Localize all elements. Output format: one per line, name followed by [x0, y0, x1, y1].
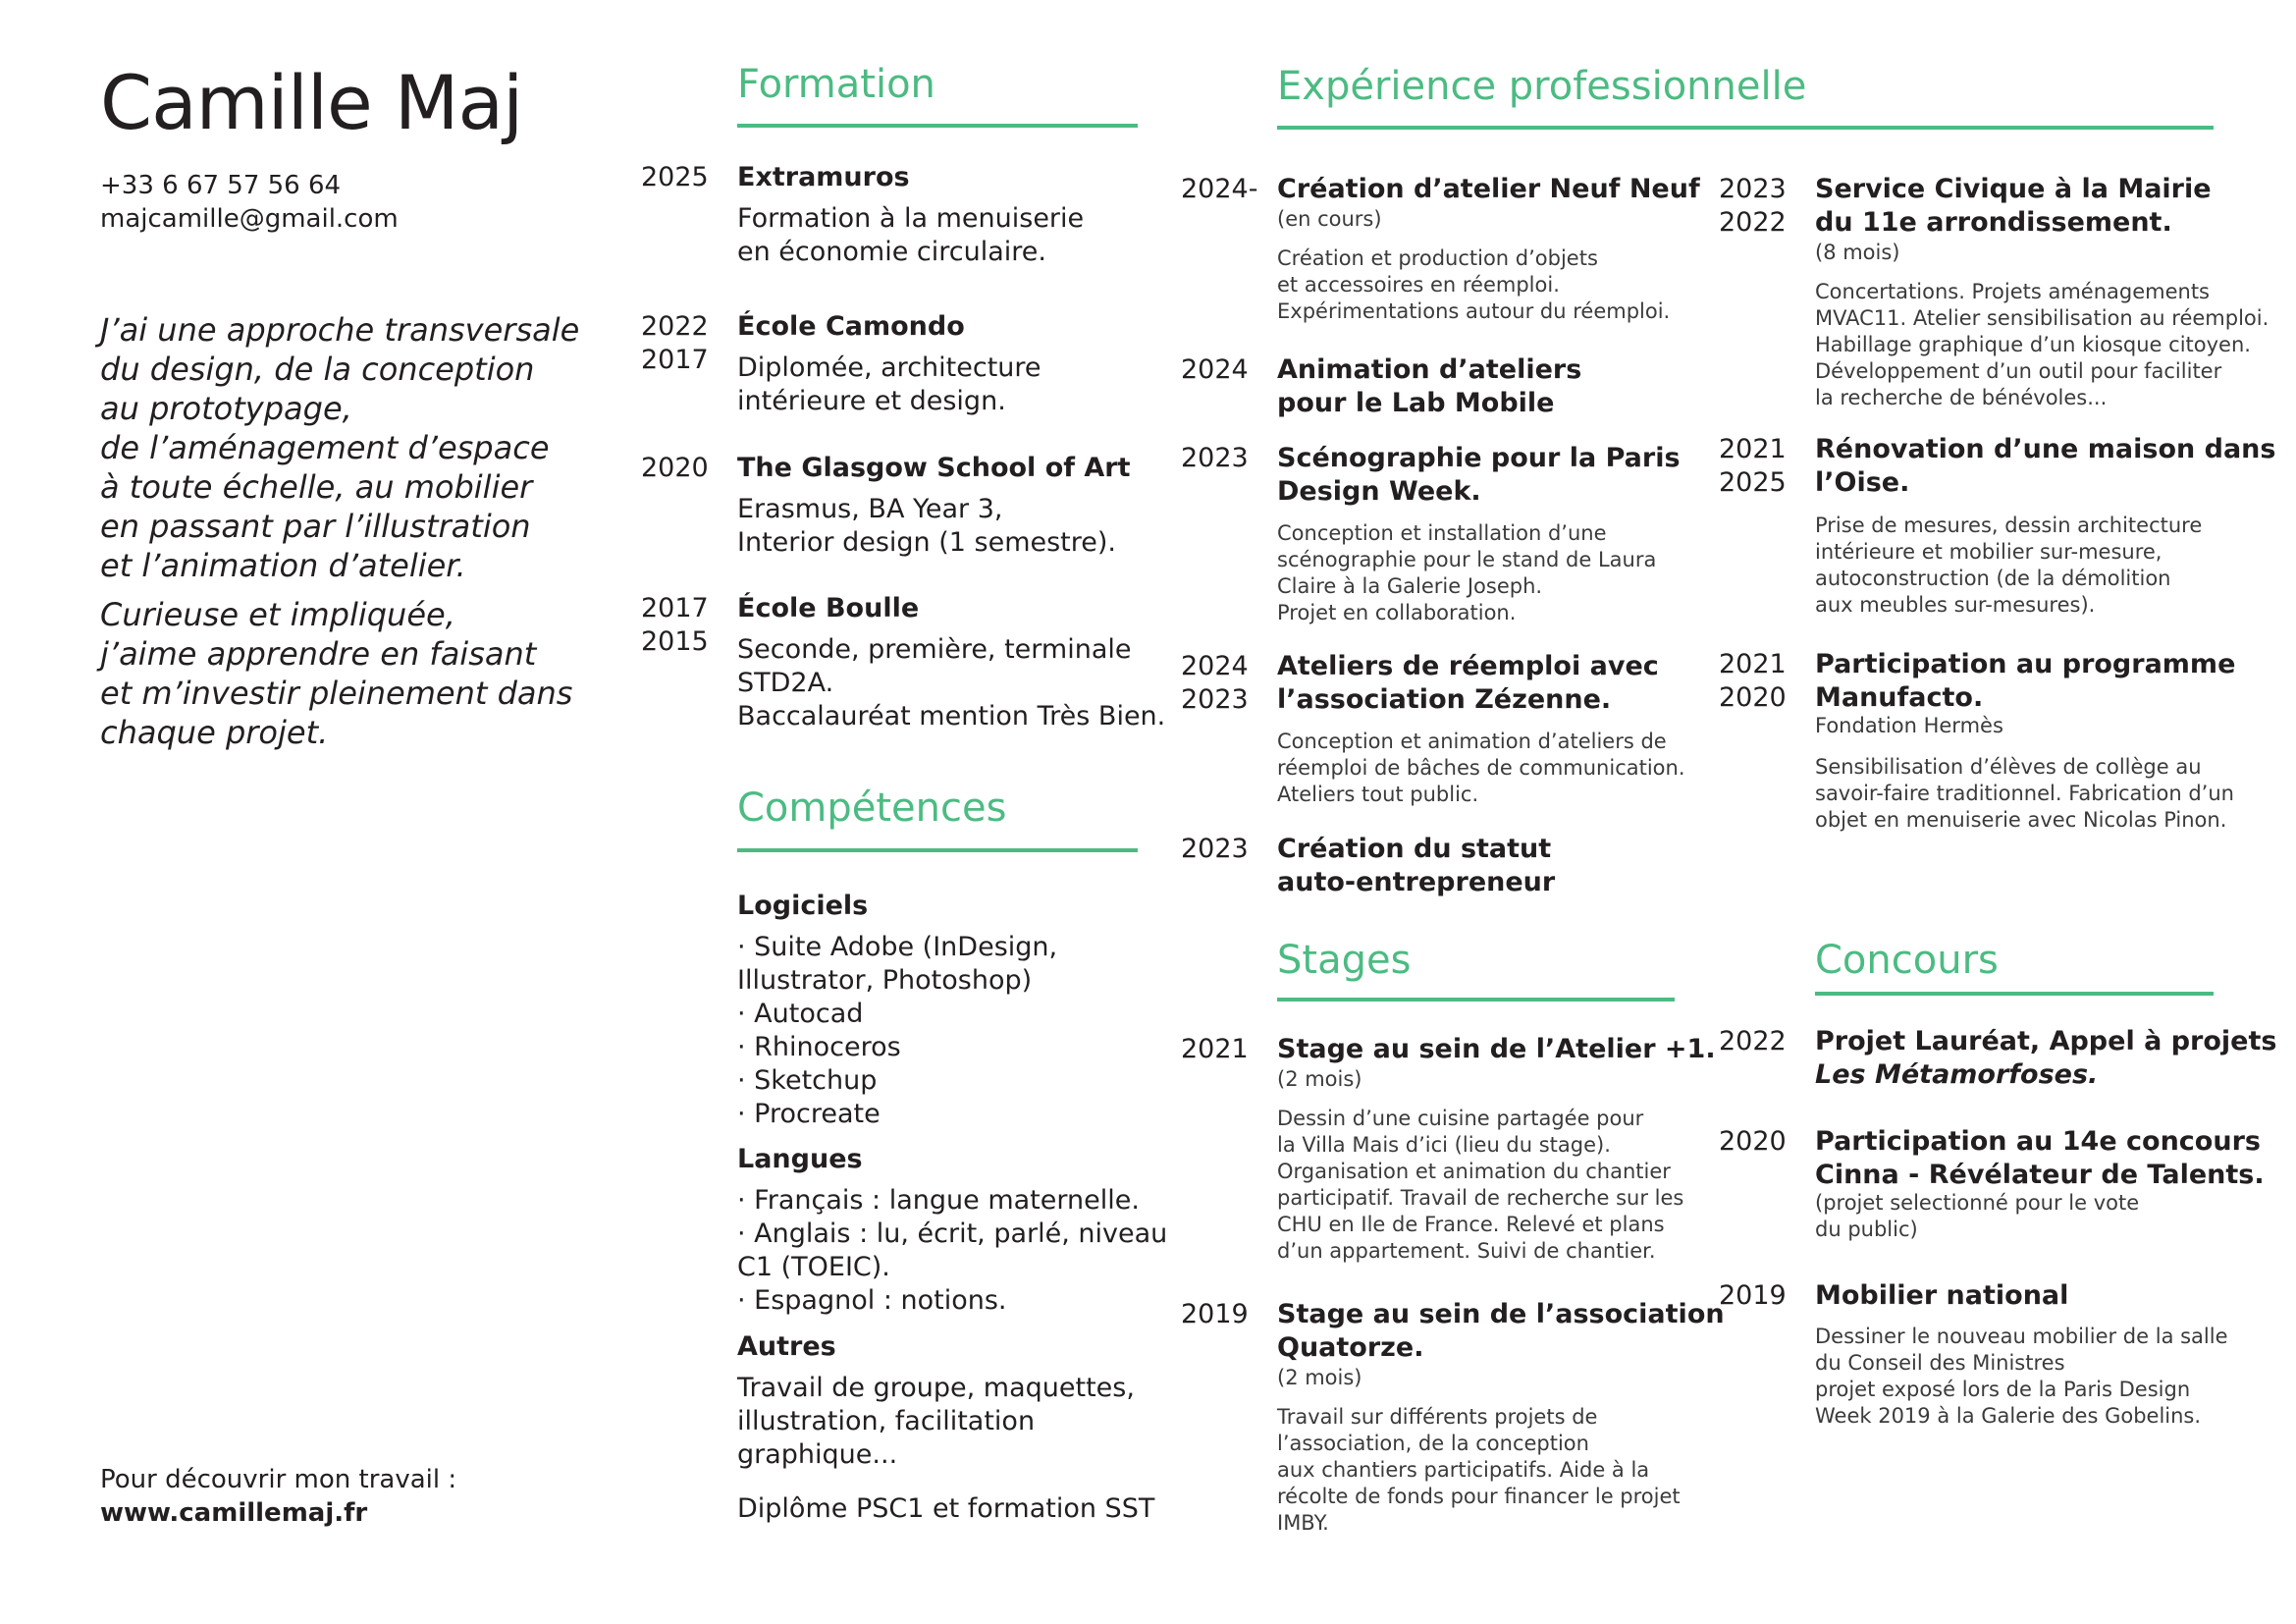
- experience-title: Service Civique à la Mairie du 11e arrondissement.: [1815, 174, 2212, 238]
- website-link[interactable]: www.camillemaj.fr: [100, 1498, 368, 1528]
- experience-title: Rénovation d’une maison dans l’Oise.: [1815, 434, 2276, 498]
- footer-block: [100, 1463, 456, 1530]
- formation-date: 2017 2015: [641, 593, 709, 657]
- formation-title: Extramuros: [737, 162, 910, 192]
- email-address: majcamille@gmail.com: [100, 204, 399, 234]
- contact-block: [100, 169, 399, 236]
- autres-extra: Diplôme PSC1 et formation SST: [737, 1493, 1155, 1524]
- stage-date: 2019: [1181, 1299, 1249, 1329]
- experience-desc: Concertations. Projets aménagements MVAC11. Atelier sensibilisation au réemploi. Habillage graphique d’un kiosque citoyen. Développement d’un outil pour faciliter la recherche de bénévoles...: [1815, 280, 2269, 409]
- stage-title: Stage au sein de l’Atelier +1.: [1277, 1034, 1716, 1064]
- footer-label: Pour découvrir mon travail :: [100, 1465, 457, 1494]
- langues-heading: Langues: [737, 1144, 863, 1174]
- concours-title: Projet Lauréat, Appel à projets: [1815, 1026, 2277, 1056]
- experience-date: 2024 2023: [1181, 651, 1249, 715]
- experience-divider: [1277, 126, 2214, 130]
- logiciels-list: · Suite Adobe (InDesign, Illustrator, Photoshop) · Autocad · Rhinoceros · Sketchup · Procreate: [737, 932, 1058, 1129]
- experience-heading: Expérience professionnelle: [1277, 64, 1807, 109]
- experience-date: 2023: [1181, 443, 1249, 473]
- stage-subtitle: (2 mois): [1277, 1366, 1362, 1389]
- stage-desc: Dessin d’une cuisine partagée pour la Villa Mais d’ici (lieu du stage). Organisation et animation du chantier participatif. Travail de recherche sur les CHU en Ile de France. Relevé et plans d’un appartement. Suivi de chantier.: [1277, 1107, 1684, 1263]
- competences-divider: [737, 848, 1138, 852]
- concours-title: Mobilier national: [1815, 1280, 2069, 1311]
- experience-title: Ateliers de réemploi avec l’association Zézenne.: [1277, 651, 1659, 715]
- formation-desc: Diplomée, architecture intérieure et design.: [737, 352, 1041, 416]
- concours-title-italic: Les Métamorfoses.: [1815, 1059, 2099, 1090]
- concours-date: 2019: [1719, 1280, 1787, 1311]
- experience-date: 2024: [1181, 354, 1249, 385]
- formation-title: École Camondo: [737, 311, 965, 342]
- concours-date: 2022: [1719, 1026, 1787, 1056]
- intro-paragraph-1: J’ai une approche transversale du design, de la conception au prototypage, de l’aménagement d’espace à toute échelle, au mobilier en passant par l’illustration et l’animation d’atelier.: [100, 311, 580, 584]
- experience-title: Création du statut auto-entrepreneur: [1277, 834, 1556, 897]
- experience-subtitle: (8 mois): [1815, 241, 1900, 264]
- experience-subtitle: (en cours): [1277, 207, 1382, 231]
- stage-date: 2021: [1181, 1034, 1249, 1064]
- formation-date: 2022 2017: [641, 311, 709, 375]
- formation-desc: Formation à la menuiserie en économie circulaire.: [737, 203, 1085, 267]
- formation-title: École Boulle: [737, 593, 920, 623]
- competences-heading: Compétences: [737, 785, 1007, 831]
- experience-date: 2023: [1181, 834, 1249, 864]
- concours-desc: Dessiner le nouveau mobilier de la salle du Conseil des Ministres projet exposé lors de la Paris Design Week 2019 à la Galerie des Gobelins.: [1815, 1325, 2228, 1428]
- autres-text: Travail de groupe, maquettes, illustration, facilitation graphique...: [737, 1373, 1135, 1470]
- formation-divider: [737, 124, 1138, 128]
- concours-heading: Concours: [1815, 938, 1999, 983]
- experience-title: Animation d’ateliers pour le Lab Mobile: [1277, 354, 1582, 418]
- formation-title: The Glasgow School of Art: [737, 453, 1131, 483]
- concours-divider: [1815, 992, 2214, 996]
- experience-date: 2024-: [1181, 174, 1258, 204]
- experience-subtitle: Fondation Hermès: [1815, 714, 2003, 737]
- experience-desc: Sensibilisation d’élèves de collège au savoir-faire traditionnel. Fabrication d’un objet en menuiserie avec Nicolas Pinon.: [1815, 755, 2234, 832]
- formation-desc: Erasmus, BA Year 3, Interior design (1 semestre).: [737, 494, 1117, 558]
- page-title: Camille Maj: [100, 59, 523, 146]
- langues-list: · Français : langue maternelle. · Anglais : lu, écrit, parlé, niveau C1 (TOEIC). · Espagnol : notions.: [737, 1185, 1168, 1316]
- logiciels-heading: Logiciels: [737, 891, 869, 921]
- experience-desc: Création et production d’objets et accessoires en réemploi. Expérimentations autour du réemploi.: [1277, 246, 1671, 323]
- formation-heading: Formation: [737, 62, 935, 107]
- experience-date: 2021 2025: [1719, 434, 1787, 498]
- formation-date: 2025: [641, 162, 709, 192]
- concours-date: 2020: [1719, 1126, 1787, 1157]
- intro-paragraph-2: Curieuse et impliquée, j’aime apprendre en faisant et m’investir pleinement dans chaque projet.: [100, 596, 573, 751]
- stage-desc: Travail sur différents projets de l’association, de la conception aux chantiers participatifs. Aide à la récolte de fonds pour financer le projet IMBY.: [1277, 1405, 1681, 1535]
- autres-heading: Autres: [737, 1331, 836, 1362]
- stage-subtitle: (2 mois): [1277, 1067, 1362, 1091]
- experience-title: Création d’atelier Neuf Neuf: [1277, 174, 1700, 204]
- experience-desc: Prise de mesures, dessin architecture intérieure et mobilier sur-mesure, autoconstruction (de la démolition aux meubles sur-mesures).: [1815, 514, 2203, 617]
- phone-number: +33 6 67 57 56 64: [100, 171, 342, 200]
- formation-desc: Seconde, première, terminale STD2A. Baccalauréat mention Très Bien.: [737, 634, 1166, 731]
- concours-title-block: [1815, 1025, 2276, 1092]
- concours-subtitle: (projet selectionné pour le vote du public): [1815, 1191, 2140, 1241]
- experience-date: 2021 2020: [1719, 649, 1787, 713]
- experience-title: Scénographie pour la Paris Design Week.: [1277, 443, 1681, 507]
- concours-title: Participation au 14e concours Cinna - Révélateur de Talents.: [1815, 1126, 2265, 1190]
- stages-heading: Stages: [1277, 938, 1412, 983]
- stages-divider: [1277, 998, 1675, 1001]
- stage-title: Stage au sein de l’association Quatorze.: [1277, 1299, 1725, 1363]
- experience-date: 2023 2022: [1719, 174, 1787, 238]
- experience-desc: Conception et installation d’une scénographie pour le stand de Laura Claire à la Galerie Joseph. Projet en collaboration.: [1277, 521, 1657, 624]
- formation-date: 2020: [641, 453, 709, 483]
- experience-desc: Conception et animation d’ateliers de réemploi de bâches de communication. Ateliers tout public.: [1277, 730, 1685, 806]
- experience-title: Participation au programme Manufacto.: [1815, 649, 2236, 713]
